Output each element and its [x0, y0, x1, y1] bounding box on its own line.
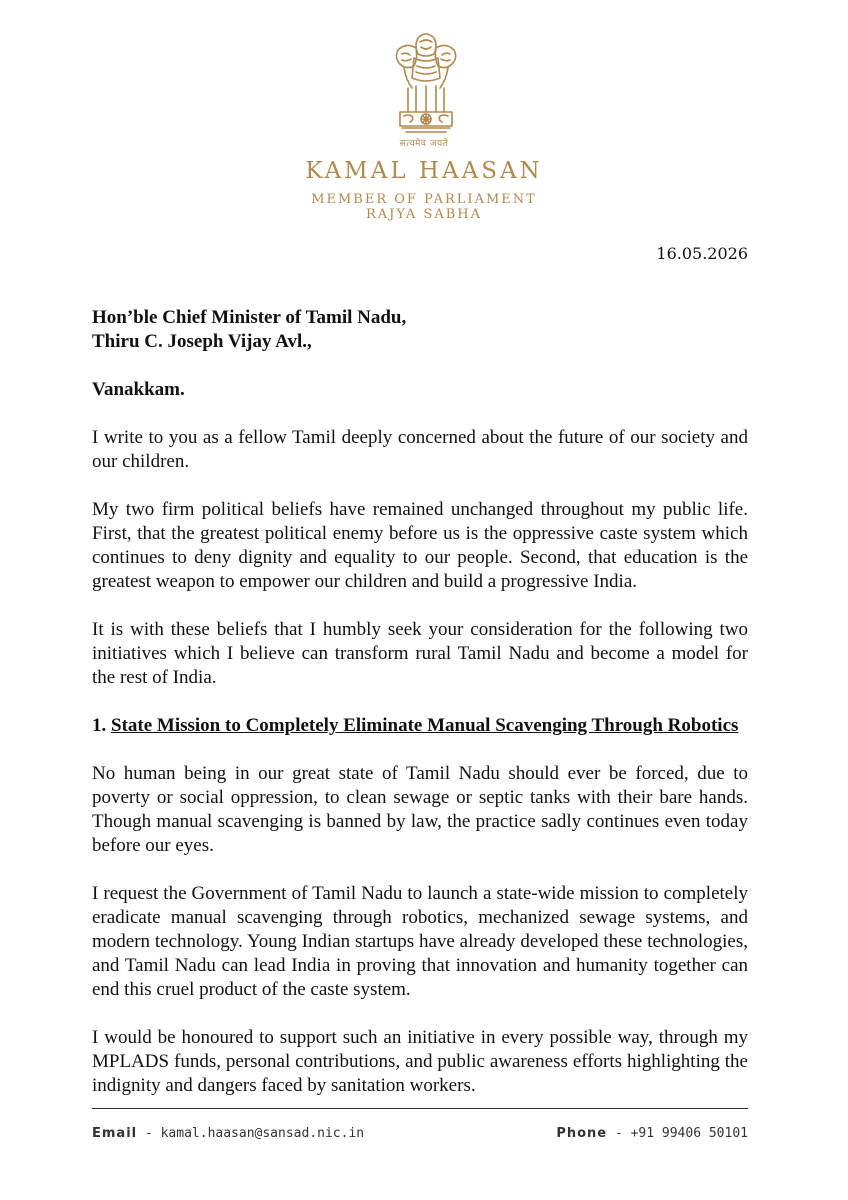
paragraph-manual-scavenging: No human being in our great state of Tamil Nadu should ever be forced, due to poverty or social oppression, to clean sewage or septic tanks with their bare hands. Though manual scavenging is banned by law, the practice sadly continues even today before our eyes. [92, 763, 748, 856]
addressee-block [92, 306, 748, 354]
national-emblem-icon [384, 28, 468, 148]
emblem-motto: सत्यमेव जयते [399, 139, 449, 149]
salutation: Vanakkam. [92, 379, 185, 400]
designation-line-2: RAJYA SABHA [365, 207, 483, 222]
section-number: 1. [92, 715, 107, 736]
paragraph-beliefs: My two firm political beliefs have remained unchanged throughout my public life. First, that the greatest political enemy before us is the oppressive caste system which continues to deny dignity and equality to our people. Second, that education is the greatest weapon to empower our children and build a progressive India. [92, 499, 748, 592]
designation-line-1: MEMBER OF PARLIAMENT [311, 192, 537, 207]
section-title: State Mission to Completely Eliminate Manual Scavenging Through Robotics [111, 715, 739, 736]
section-heading [92, 714, 748, 738]
letterhead-name: KAMAL HAASAN [305, 158, 543, 184]
paragraph-request: I request the Government of Tamil Nadu to launch a state-wide mission to completely eradicate manual scavenging through robotics, mechanized sewage systems, and modern technology. Young Indian startups have already developed these technologies, and Tamil Nadu can lead India in proving that innovation and humanity together can end this cruel product of the caste system. [92, 883, 748, 1000]
letter-date: 16.05.2026 [656, 244, 748, 263]
addressee-line-1: Hon’ble Chief Minister of Tamil Nadu, [92, 307, 407, 328]
footer-phone [556, 1126, 748, 1141]
phone-label: Phone [556, 1126, 608, 1141]
email-label: Email [92, 1126, 138, 1141]
footer-email [92, 1126, 364, 1141]
footer-divider [92, 1108, 748, 1109]
letter-body [92, 306, 748, 1122]
addressee-line-2: Thiru C. Joseph Vijay Avl., [92, 331, 312, 352]
paragraph-intro: I write to you as a fellow Tamil deeply concerned about the future of our society and our children. [92, 427, 748, 472]
paragraph-initiatives: It is with these beliefs that I humbly seek your consideration for the following two initiatives which I believe can transform rural Tamil Nadu and become a model for the rest of India. [92, 619, 748, 688]
paragraph-support: I would be honoured to support such an initiative in every possible way, through my MPLADS funds, personal contributions, and public awareness efforts highlighting the indignity and dangers faced by sanitation workers. [92, 1027, 748, 1096]
email-value: - kamal.haasan@sansad.nic.in [144, 1126, 365, 1141]
phone-value: - +91 99406 50101 [614, 1126, 748, 1141]
letterhead-designation [0, 192, 848, 222]
